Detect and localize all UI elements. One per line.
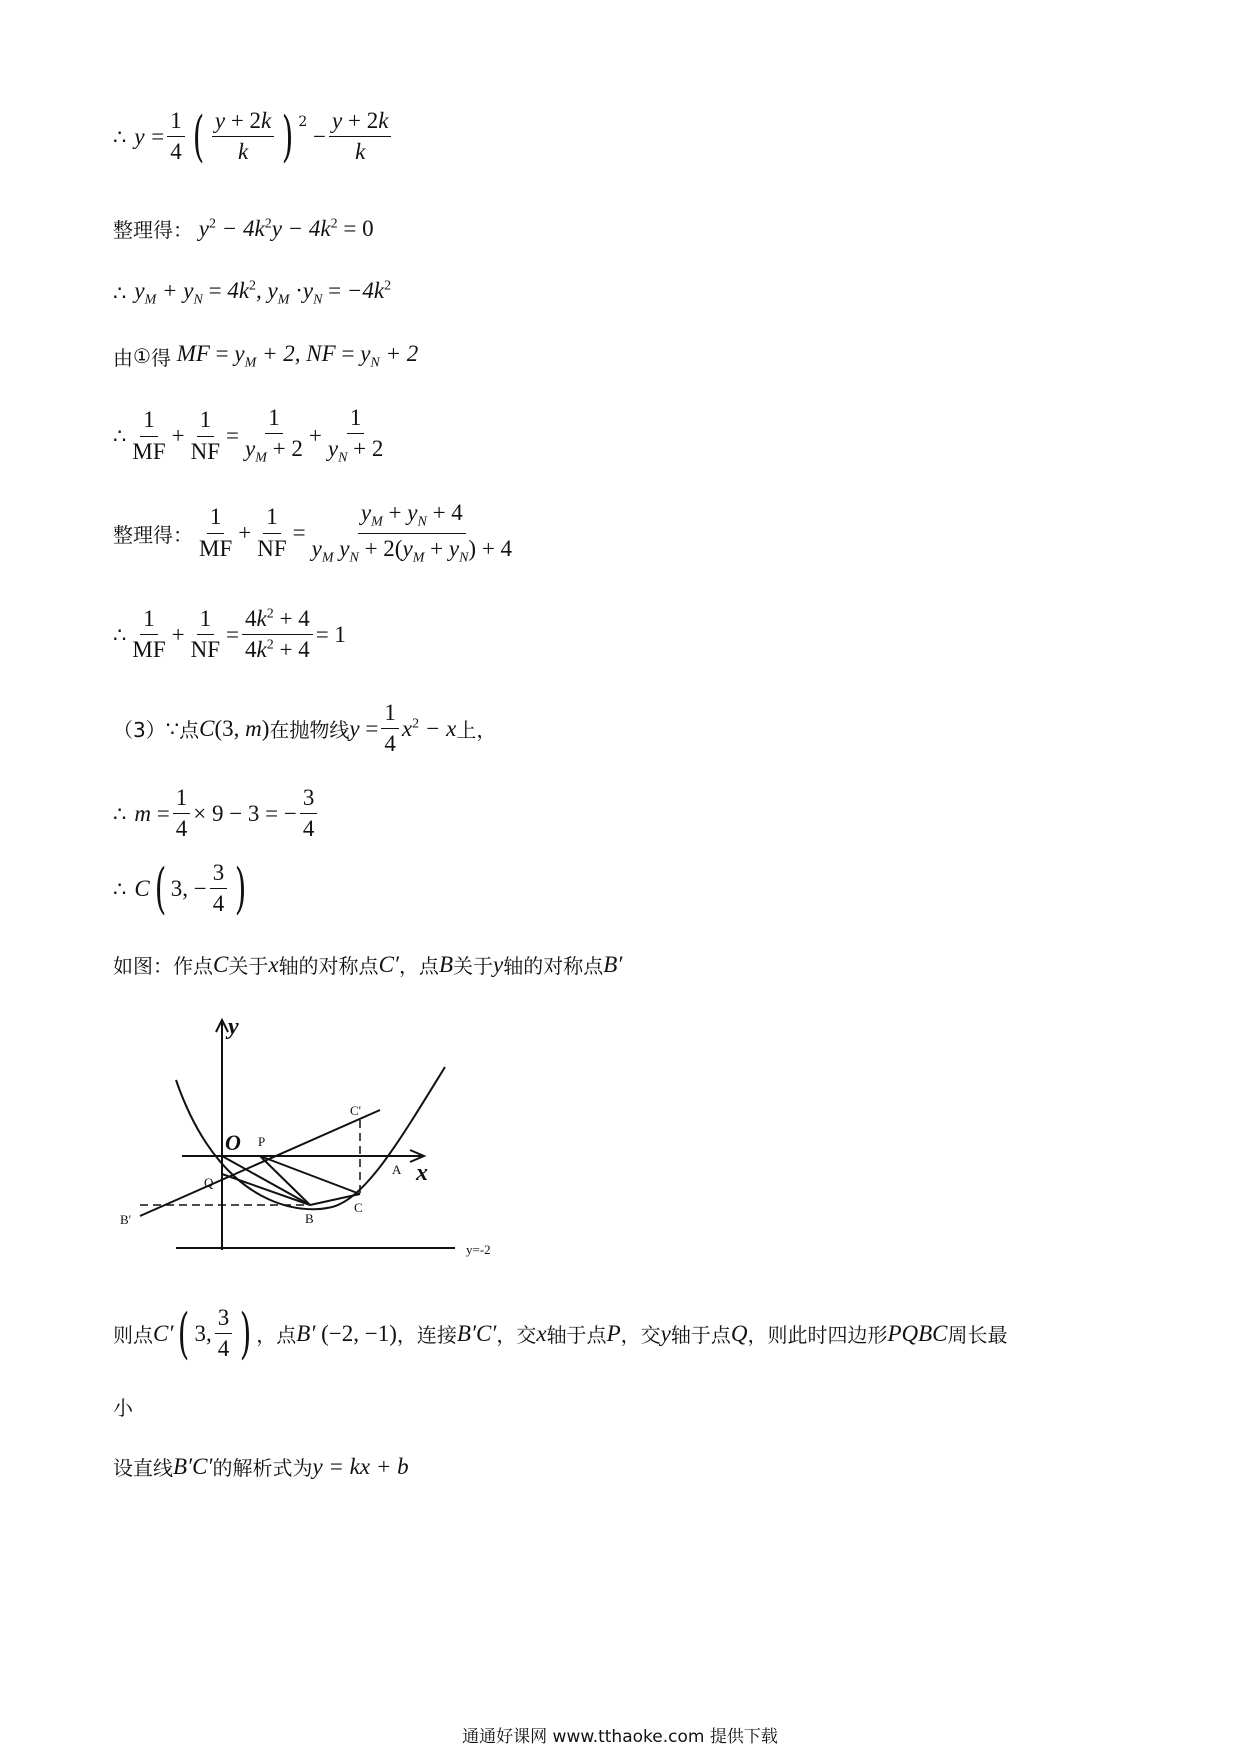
word-guanyu: 关于 bbox=[228, 954, 269, 978]
label-p: P bbox=[258, 1134, 266, 1149]
word-on-parabola: 在抛物线 bbox=[269, 718, 350, 743]
eq-line-2: 整理得： $y^2 - 4k^2y - 4k^2 = 0$ bbox=[113, 215, 374, 242]
eq-line-3: ∴ $y_M + y_N = 4k^2$, $y_M \cdot y_N = -4k^2$ bbox=[113, 278, 392, 308]
word-analytic: 的解析式为 bbox=[212, 1456, 313, 1480]
word-jiao: ，交 bbox=[620, 1323, 661, 1348]
word-xiao: 小 bbox=[113, 1396, 133, 1420]
word-guanyu: 关于 bbox=[453, 954, 493, 978]
label-directrix: y=-2 bbox=[466, 1242, 491, 1257]
word-x-axis-sym: 轴的对称点 bbox=[278, 954, 379, 978]
line-bp-cp bbox=[140, 1110, 380, 1216]
label-tidy: 整理得： bbox=[113, 218, 193, 242]
because-symbol: ∵ bbox=[165, 716, 180, 741]
therefore-symbol: ∴ bbox=[113, 424, 127, 449]
therefore-symbol: ∴ bbox=[113, 876, 127, 901]
eq-line-7: ∴ $\frac{1}{MF}$ + $\frac{1}{NF}$ = $\frac{4k^2 + 4}{4k^2 + 4}$ = 1 bbox=[113, 606, 346, 663]
eq-line-14: 设直线 B′C′ 的解析式为 y = kx + b bbox=[113, 1453, 409, 1480]
word-comma-dian: ，点 bbox=[398, 954, 439, 978]
label-b: B bbox=[305, 1211, 314, 1226]
eq-line-9: ∴ m = $\frac{1}{4}$ × 9 − 3 = − $\frac{3}{4}$ bbox=[113, 785, 320, 843]
label-from: 由 bbox=[113, 345, 133, 370]
eq-line-6: 整理得： $\frac{1}{MF}$ + $\frac{1}{NF}$ = $\frac{y_M + y_N + 4}{y_M y_N + 2(y_M + y_N) + 4}$ bbox=[113, 500, 513, 566]
word-connect: ，连接 bbox=[396, 1323, 457, 1348]
eq-line-12: 则点 C′ ( 3, $\frac{3}{4}$ ) ，点 B′ (−2, −1) ，连接 B′C′ ，交 x 轴于点 P ，交 y 轴于点 Q ，则此时四边形 PQBC 周长最 bbox=[113, 1301, 1008, 1365]
word-shang: 上， bbox=[456, 718, 497, 743]
label-tidy: 整理得： bbox=[113, 522, 193, 547]
label-o: O bbox=[225, 1130, 241, 1155]
word-zhouyudian2: 轴于点 bbox=[670, 1323, 731, 1348]
label-a: A bbox=[392, 1162, 402, 1177]
parabola-figure bbox=[110, 1010, 510, 1260]
word-dian: 点 bbox=[179, 718, 200, 743]
page-footer: 通通好课网 www.tthaoke.com 提供下载 bbox=[462, 1727, 778, 1747]
circled-one: ① bbox=[133, 344, 151, 369]
segment-p-c bbox=[260, 1156, 360, 1194]
word-then-dian: 则点 bbox=[113, 1323, 153, 1348]
eq-line-10: ∴ C ( 3, − $\frac{3}{4}$ ) bbox=[113, 856, 247, 920]
label-c: C bbox=[354, 1200, 363, 1215]
word-then-quad: ，则此时四边形 bbox=[747, 1323, 888, 1348]
word-zhouyudian: 轴于点 bbox=[546, 1323, 607, 1348]
eq-line-4: 由 ① 得 MF = $y_M + 2$, NF = $y_N + 2$ bbox=[113, 341, 419, 371]
eq-line-5: ∴ $\frac{1}{MF}$ + $\frac{1}{NF}$ = $\frac{1}{y_M + 2}$ + $\frac{1}{y_N + 2}$ bbox=[113, 405, 384, 467]
label-y: y bbox=[228, 1014, 239, 1040]
word-jiao: ，交 bbox=[496, 1323, 537, 1348]
word-y-axis-sym: 轴的对称点 bbox=[503, 954, 604, 978]
eq-line-13 bbox=[113, 1392, 133, 1421]
label-q: Q bbox=[204, 1175, 214, 1190]
label-x: x bbox=[416, 1160, 428, 1186]
therefore-symbol: ∴ bbox=[113, 281, 127, 306]
therefore-symbol: ∴ bbox=[113, 622, 127, 647]
part3-label: （3） bbox=[113, 718, 166, 743]
word-set-line: 设直线 bbox=[113, 1456, 173, 1480]
word-comma-dian: ，点 bbox=[256, 1323, 297, 1348]
eq-ykxb: y = kx + b bbox=[312, 1453, 409, 1479]
label-de: 得 bbox=[150, 345, 171, 370]
word-perimeter-min: 周长最 bbox=[947, 1323, 1008, 1348]
label-cp: C' bbox=[350, 1103, 362, 1118]
segment-b-c bbox=[310, 1194, 360, 1205]
word-as-fig: 如图：作点 bbox=[113, 954, 213, 978]
parabola-curve bbox=[176, 1067, 445, 1209]
therefore-symbol: ∴ bbox=[113, 801, 127, 826]
eq-line-11: 如图：作点 C 关于 x 轴的对称点 C′ ，点 B 关于 y 轴的对称点 B′ bbox=[113, 951, 623, 978]
eq-line-1: ∴ y = $\frac{1}{4}$ ( $\frac{y + 2k}{k}$ ) $^2$ − $\frac{y + 2k}{k}$ bbox=[113, 108, 394, 166]
label-bp: B' bbox=[120, 1212, 132, 1227]
therefore-symbol: ∴ bbox=[113, 124, 127, 149]
eq-line-8: （3） ∵ 点 C(3, m) 在抛物线 y = $\frac{1}{4}$ $x^2 - x$ 上， bbox=[113, 700, 497, 757]
segment-q-b bbox=[222, 1174, 310, 1205]
